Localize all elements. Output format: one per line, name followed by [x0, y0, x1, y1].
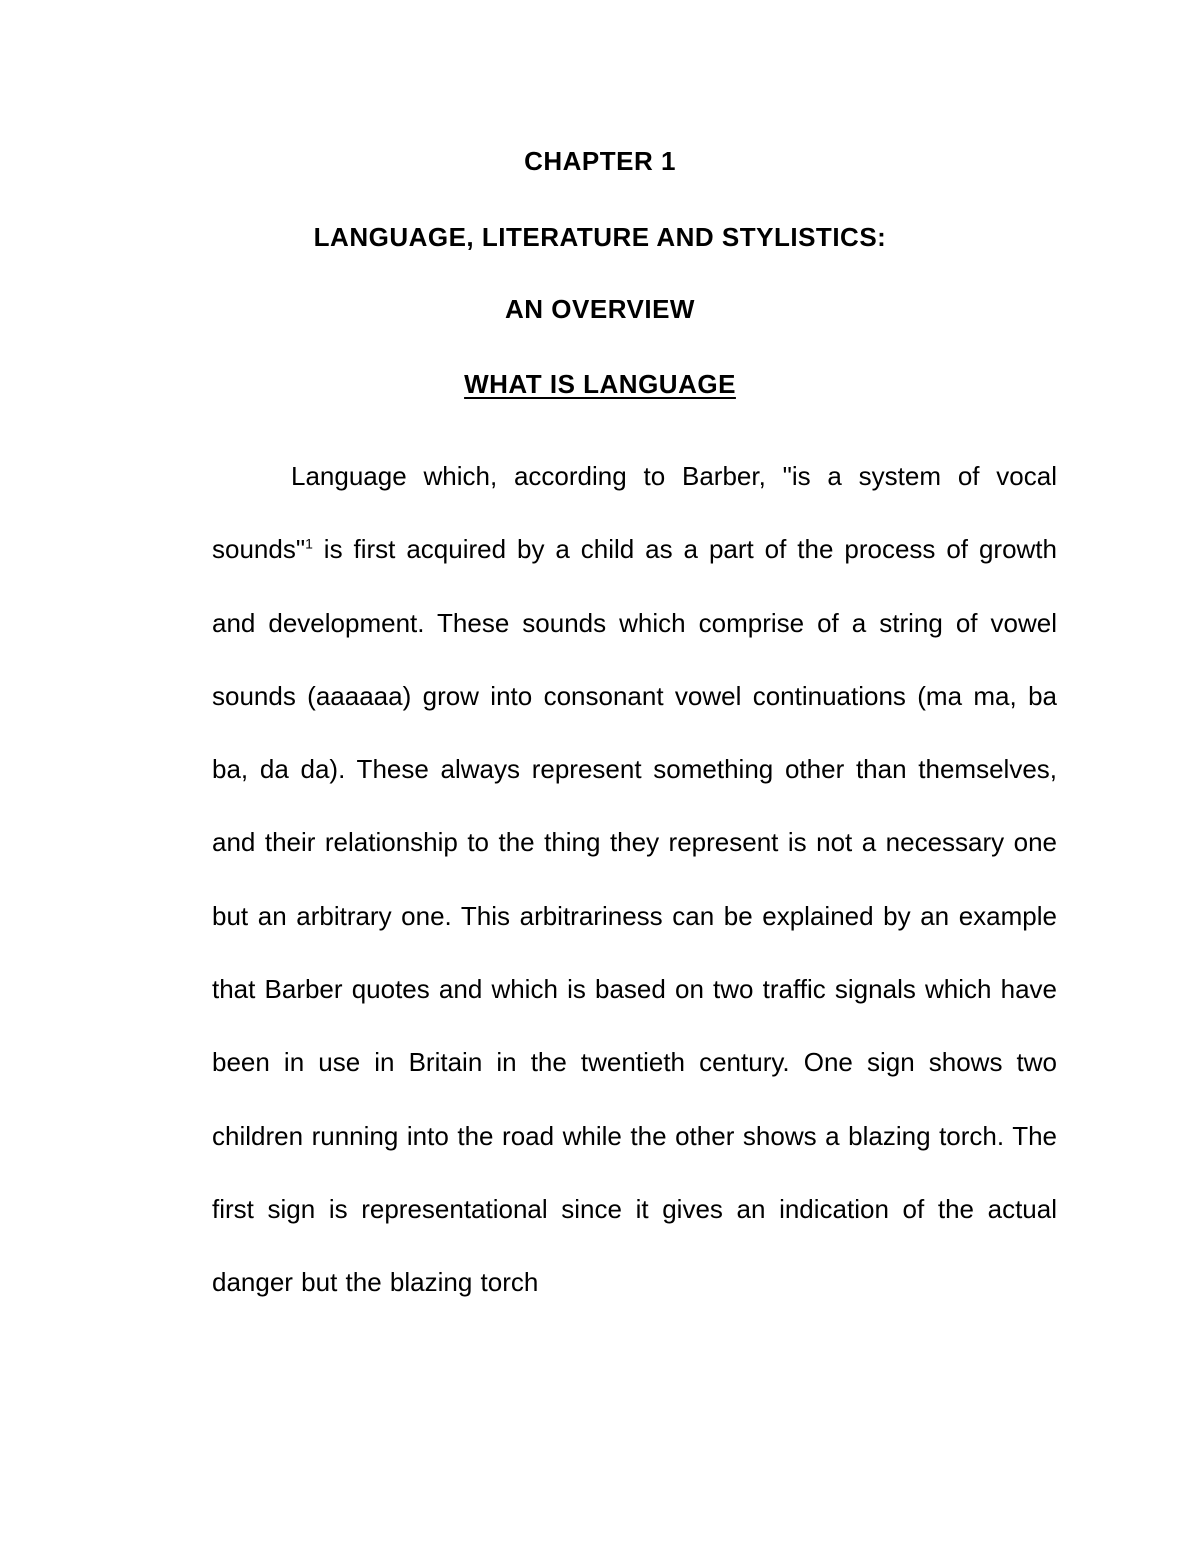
paragraph-text-part1: Language which, according to Barber, "is a system of vocal sounds": [212, 461, 1057, 565]
chapter-subtitle: AN OVERVIEW: [505, 294, 695, 324]
section-heading: WHAT IS LANGUAGE: [464, 369, 736, 399]
body-paragraph: [212, 440, 1057, 1320]
chapter-heading: CHAPTER 1: [524, 146, 676, 176]
chapter-title: LANGUAGE, LITERATURE AND STYLISTICS:: [313, 222, 887, 252]
paragraph-text-part2: is first acquired by a child as a part of the process of growth and development. These sounds which comprise of a string of vowel sounds (aaaaaa) grow into consonant vowel continuations (ma ma, ba ba, da da). These always represent something other than themselves, and their relationship to the thing they represent is not a necessary one but an arbitrary one. This arbitrariness can be explained by an example that Barber quotes and which is based on two traffic signals which have been in use in Britain in the twentieth century. One sign shows two children running into the road while the other shows a blazing torch. The first sign is representational since it gives an indication of the actual danger but the blazing torch: [212, 534, 1057, 1298]
footnote-reference: 1: [305, 535, 313, 552]
